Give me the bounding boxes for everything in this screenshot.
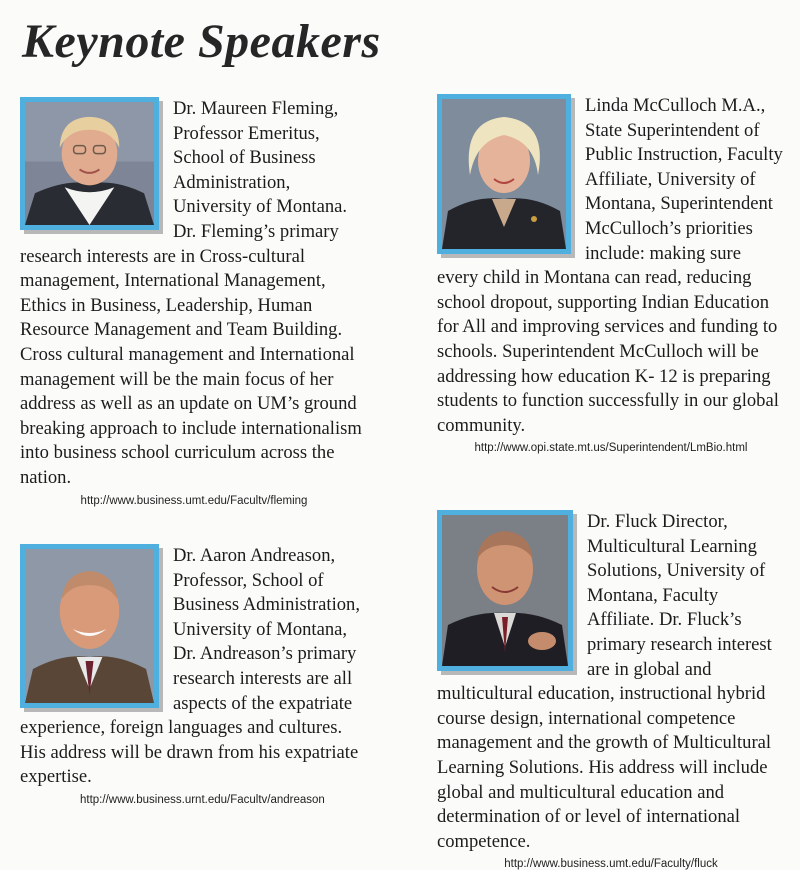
- speaker-card-fluck: [437, 510, 785, 870]
- speaker-photo-andreason: [20, 544, 159, 708]
- speaker-bio-fluck: Dr. Fluck Director, Multicultural Learning Solutions, University of Montana, Faculty Affiliate. Dr. Fluck’s primary research interest are in global and multicultural education, instructional hybrid course design, international competence management and the growth of Multicultural Learning Solutions. His address will include global and multicultural education and determination of or level of international competence.: [437, 511, 772, 852]
- speaker-card-andreason: [20, 544, 368, 806]
- speaker-photo-mcculloch: [437, 94, 571, 254]
- speaker-card-fleming: [20, 97, 368, 507]
- speaker-bio-andreason: Dr. Aaron Andreason, Professor, School of Business Administration, University of Montana, Dr. Andreason’s primary research interests are all aspects of the expatriate experience, foreign languages and cultures. His address will be drawn from his expatriate expertise.: [20, 545, 360, 788]
- speaker-photo-fluck: [437, 510, 573, 671]
- speaker-url-fleming[interactable]: http://www.business.umt.edu/Facultv/fleming: [80, 494, 308, 507]
- speaker-bio-fleming: Dr. Maureen Fleming, Professor Emeritus, School of Business Administration, University of Montana. Dr. Fleming’s primary research interests are in Cross-cultural management, International Management, Ethics in Business, Leadership, Human Resource Management and Team Building. Cross cultural management and International management will be the main focus of her address as well as an update on UM’s ground breaking approach to include internationalism into business school curriculum across the nation.: [20, 98, 362, 488]
- speaker-url-mcculloch[interactable]: http://www.opi.state.mt.us/Superintendent/LmBio.html: [474, 442, 748, 455]
- speaker-photo-fleming: [20, 97, 159, 230]
- speaker-url-andreason[interactable]: http://www.business.urnt.edu/Facultv/andreason: [80, 793, 325, 806]
- speaker-bio-mcculloch: Linda McCulloch M.A., State Superintendent of Public Instruction, Faculty Affiliate, University of Montana, Superintendent McCulloch’s priorities include: making sure every child in Montana can read, reducing school dropout, supporting Indian Education for All and improving services and funding to schools. Superintendent McCulloch will be addressing how education K- 12 is preparing students to function successfully in our global community.: [437, 95, 783, 436]
- speaker-card-mcculloch: [437, 94, 785, 454]
- page-title: Keynote Speakers: [22, 15, 381, 68]
- speaker-url-fluck[interactable]: http://www.business.umt.edu/Faculty/fluck: [504, 858, 718, 870]
